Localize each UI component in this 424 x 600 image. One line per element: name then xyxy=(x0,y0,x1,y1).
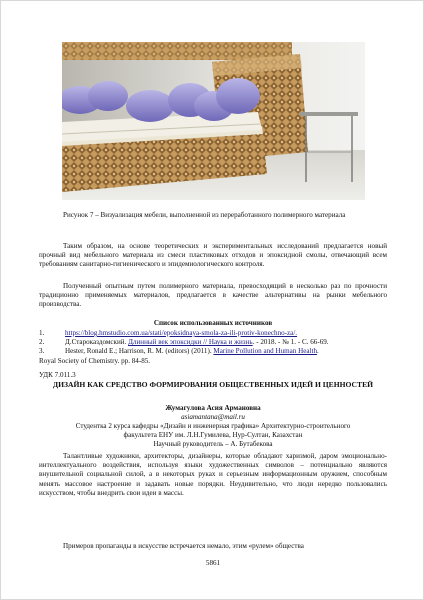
figure-caption: Рисунок 7 – Визуализация мебели, выполненной из переработанного полимерного материала xyxy=(63,211,346,219)
affiliation-line-2: факультета ЕНУ им. Л.Н.Гумилева, Нур-Султан, Казахстан xyxy=(123,431,303,440)
affiliation-line-1: Студентка 2 курса кафедры «Дизайн и инженерная графика» Архитектурно-строительного xyxy=(75,422,351,430)
reference-continuation: Royal Society of Chemistry. pp. 84-85. xyxy=(39,356,151,365)
reference-item xyxy=(39,347,387,365)
conclusion-paragraph-1: Таким образом, на основе теоретических и экспериментальных исследований предлагается новый прочный вид мебельного материала из смеси пластиковых отходов и эпоксидной смолы, отвечающий всем требованиям санитарно-гигиенического и эпидемиологического контроля. xyxy=(39,242,387,269)
author-affiliation xyxy=(39,422,387,450)
reference-suffix: . xyxy=(317,347,319,356)
references-title: Список использованных источников xyxy=(153,319,273,327)
furniture-render-image xyxy=(62,42,365,200)
reference-number: 2. xyxy=(39,338,45,347)
furniture-render-figure xyxy=(62,42,365,200)
reference-number: 3. xyxy=(39,347,45,356)
reference-prefix: Д.Староказдомский. xyxy=(65,338,129,347)
reference-item xyxy=(39,338,387,347)
article-title: ДИЗАЙН КАК СРЕДСТВО ФОРМИРОВАНИЯ ОБЩЕСТВЕННЫХ ИДЕЙ И ЦЕННОСТЕЙ xyxy=(52,380,374,389)
reference-suffix: . - 2018. - № 1. - С. 66-69. xyxy=(252,338,329,347)
page-number: 5861 xyxy=(205,559,221,567)
references-list xyxy=(39,329,387,366)
article-paragraph-1: Талантливые художники, архитекторы, дизайнеры, которые обладают харизмой, даром эмоционально-интеллектуального воздействия, используя языки художественных символов – потенциально являются внушительной социальной силой, а в некоторых руках и серьезным информационным оружием, способным менять массовое настроение и задавать новые порядки. Неудивительно, что люди нередко пользовались искусством, чтобы внедрить свои идеи в массы. xyxy=(39,452,387,497)
reference-link[interactable]: Длинный век эпоксидки // Наука и жизнь xyxy=(128,338,253,347)
author-name: Жумагулова Асия Армановна xyxy=(165,404,261,412)
reference-number: 1. xyxy=(39,329,45,337)
reference-item xyxy=(39,329,387,338)
author-email[interactable]: asiamantana@mail.ru xyxy=(181,413,245,421)
conclusion-paragraph-2: Полученный опытным путем полимерного материала, превосходящий в несколько раз по прочности традиционно применяемых материалов, предлагается в качестве альтернативы на рынки мебельного производства. xyxy=(39,282,387,309)
udk-code: УДК 7.011.3 xyxy=(39,371,76,379)
reference-link[interactable]: Marine Pollution and Human Health xyxy=(213,347,318,356)
reference-link[interactable]: https://blog.hmstudio.com.ua/stati/epoksidnaya-smola-za-ili-protiv-konechno-za/. xyxy=(65,329,298,337)
reference-prefix: Hester, Ronald E.; Harrison, R. M. (editors) (2011). xyxy=(65,347,214,356)
supervisor-line: Научный руководитель – А. Бутабекова xyxy=(153,440,273,449)
article-paragraph-2: Примеров пропаганды в искусстве встречается немало, этим «рулем» общества xyxy=(63,542,304,550)
